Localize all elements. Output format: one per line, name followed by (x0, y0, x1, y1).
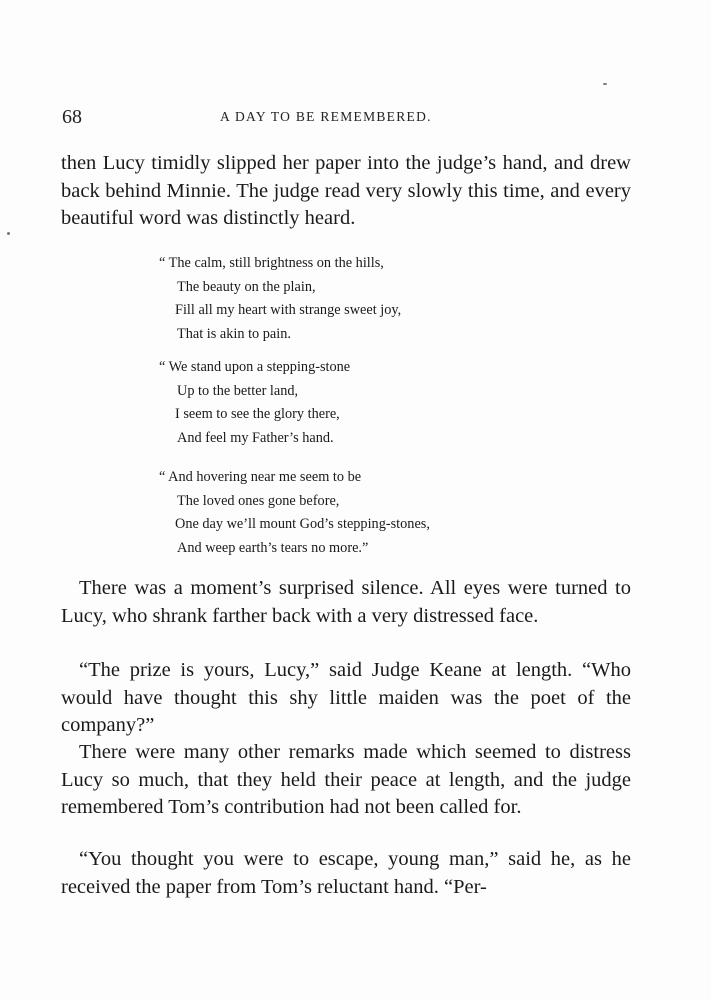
paragraph-2: There was a moment’s surprised silence. All eyes were turned to Lucy, who shrank farther back with a very distressed face. (61, 577, 631, 627)
poem-line: And feel my Father’s hand. (177, 429, 334, 446)
paragraph-4: There were many other remarks made which seemed to distress Lucy so much, that they held their peace at length, and the judge remembered Tom’s contribution had not been called for. (61, 741, 631, 818)
poem-line: Fill all my heart with strange sweet joy, (175, 302, 402, 318)
poem-line: That is akin to pain. (177, 325, 291, 342)
poem-line: The loved ones gone before, (177, 492, 340, 509)
paper-speck (603, 83, 607, 85)
poem-line: The beauty on the plain, (177, 278, 316, 295)
page-header (62, 106, 622, 128)
running-title: A DAY TO BE REMEMBERED. (220, 109, 432, 124)
poem-line: “ And hovering near me seem to be (159, 469, 362, 485)
poem-stanza-2 (159, 356, 539, 450)
page-number: 68 (62, 106, 82, 128)
poem-line: One day we’ll mount God’s stepping-stones, (175, 516, 430, 532)
paragraph-5: “You thought you were to escape, young man,” said he, as he received the paper from Tom’s reluctant hand. “Per- (61, 848, 631, 898)
poem-line: “ The calm, still brightness on the hills, (159, 255, 384, 271)
poem-line: “ We stand upon a stepping-stone (159, 359, 351, 375)
paper-speck (7, 232, 10, 235)
poem-line: Up to the better land, (177, 382, 299, 399)
poem-line: And weep earth’s tears no more.” (177, 539, 369, 556)
poem-stanza-3 (159, 466, 539, 560)
paragraph-3: “The prize is yours, Lucy,” said Judge Keane at length. “Who would have thought this shy little maiden was the poet of the company?” (61, 659, 631, 736)
poem-line: I seem to see the glory there, (175, 406, 340, 422)
paragraph-1: then Lucy timidly slipped her paper into the judge’s hand, and drew back behind Minnie. The judge read very slowly this time, and every beautiful word was distinctly heard. (61, 152, 631, 229)
poem-stanza-1 (159, 252, 539, 346)
